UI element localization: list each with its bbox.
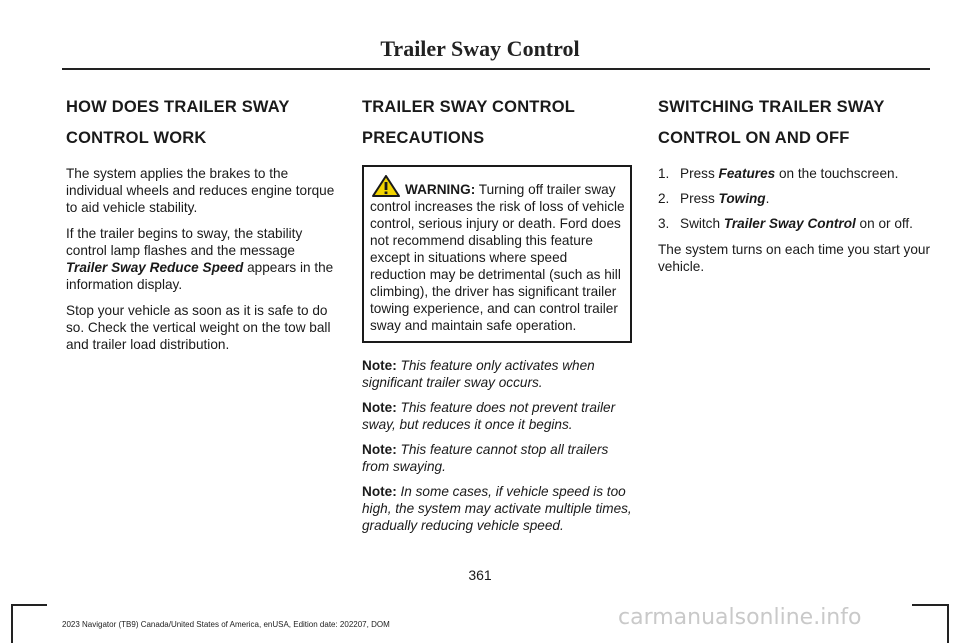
heading-line-2: PRECAUTIONS (362, 129, 485, 147)
message-text: Trailer Sway Reduce Speed (66, 260, 244, 275)
text: If the trailer begins to sway, the stability control lamp flashes and the message (66, 226, 303, 258)
warning-triangle-icon (372, 175, 400, 197)
text: Press (680, 166, 719, 181)
list-item (658, 190, 930, 207)
text: on the touchscreen. (775, 166, 899, 181)
column-switching (658, 96, 930, 284)
step-number: 2. (658, 191, 670, 206)
crop-mark (11, 604, 47, 606)
steps-list (658, 165, 930, 232)
header-divider (62, 68, 930, 70)
crop-mark (912, 604, 948, 606)
crop-mark (947, 604, 949, 643)
heading-line-2: CONTROL ON AND OFF (658, 129, 850, 147)
list-item (658, 165, 930, 182)
section-heading (66, 96, 338, 149)
paragraph: The system turns on each time you start your vehicle. (658, 242, 930, 274)
paragraph: Stop your vehicle as soon as it is safe to do so. Check the vertical weight on the tow ball and trailer load distribution. (66, 303, 331, 352)
note-text: This feature cannot stop all trailers from swaying. (362, 442, 609, 474)
note-label: Note: (362, 358, 397, 373)
heading-line-2: CONTROL WORK (66, 129, 207, 147)
column-how-it-works (66, 96, 338, 362)
footer-edition-text: 2023 Navigator (TB9) Canada/United States of America, enUSA, Edition date: 202207, DOM (62, 620, 390, 629)
crop-mark (11, 604, 13, 643)
note (362, 441, 632, 475)
note-label: Note: (362, 400, 397, 415)
warning-text: Turning off trailer sway control increases the risk of loss of vehicle control, serious injury or death. Ford does not recommend disabling this feature except in situations where speed reduction may be detrimental (such as hill climbing), the driver has significant trailer towing experience, and can control trailer sway and maintain safe operation. (370, 182, 625, 333)
note (362, 357, 632, 391)
column-precautions (362, 96, 632, 542)
step-number: 1. (658, 166, 670, 181)
control-name: Features (718, 166, 776, 181)
watermark: carmanualsonline.info (618, 605, 862, 630)
step-number: 3. (658, 216, 670, 231)
text: on or off. (855, 216, 913, 231)
section-heading (362, 96, 632, 149)
page-number: 361 (468, 567, 492, 583)
text: Switch (680, 216, 724, 231)
heading-line-1: HOW DOES TRAILER SWAY (66, 98, 290, 116)
note-text: This feature does not prevent trailer sway, but reduces it once it begins. (362, 400, 616, 432)
note-label: Note: (362, 484, 397, 499)
control-name: Trailer Sway Control (723, 216, 856, 231)
heading-line-1: TRAILER SWAY CONTROL (362, 98, 576, 116)
text: appears in the information display. (66, 260, 334, 292)
section-heading (658, 96, 930, 149)
control-name: Towing (718, 191, 766, 206)
note-text: In some cases, if vehicle speed is too high, the system may activate multiple times, gradually reducing vehicle speed. (362, 484, 632, 533)
text: Press (680, 191, 719, 206)
list-item (658, 215, 930, 232)
paragraph-message (66, 225, 338, 293)
heading-line-1: SWITCHING TRAILER SWAY (658, 98, 885, 116)
note-text: This feature only activates when significant trailer sway occurs. (362, 358, 595, 390)
page-header-title: Trailer Sway Control (380, 36, 580, 61)
note (362, 399, 632, 433)
note (362, 483, 632, 534)
text: . (765, 191, 770, 206)
warning-label: WARNING: (405, 182, 476, 197)
note-label: Note: (362, 442, 397, 457)
paragraph: The system applies the brakes to the individual wheels and reduces engine torque to aid vehicle stability. (66, 166, 335, 215)
warning-box (362, 165, 632, 343)
